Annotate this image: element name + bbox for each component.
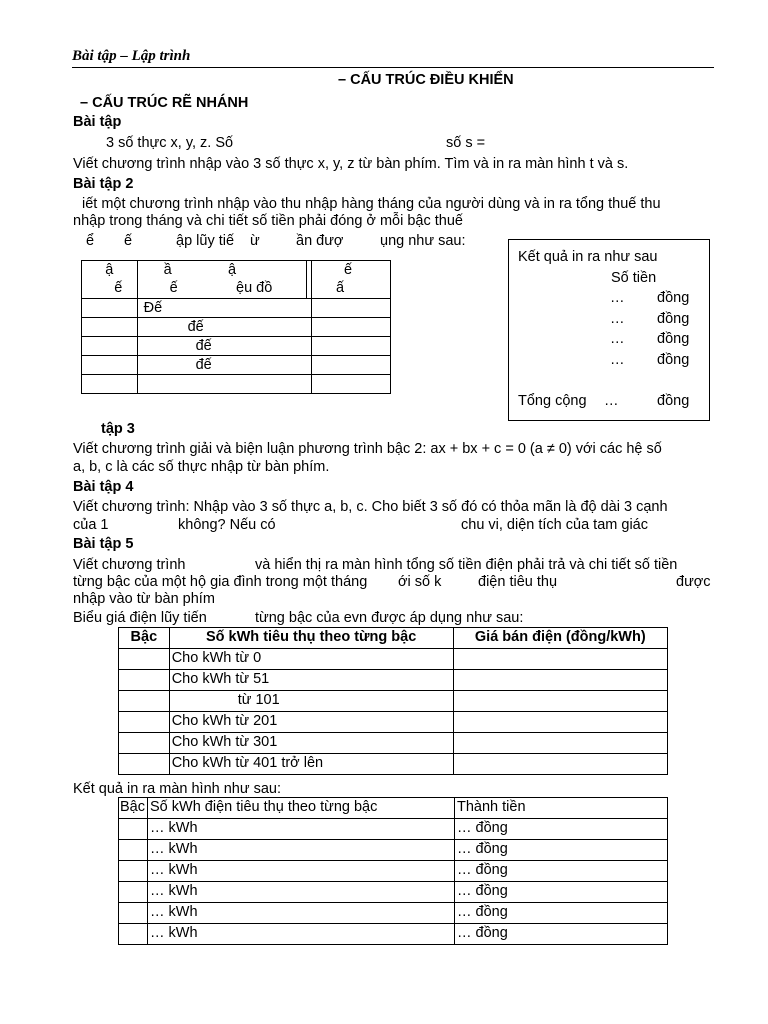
table-row: [82, 299, 391, 318]
table-cell: … kWh: [148, 819, 455, 840]
table-cell: Cho kWh từ 51: [169, 670, 453, 691]
exercise-2-fragment: ế: [124, 233, 133, 249]
table-cell: … đồng: [455, 819, 668, 840]
table-row: [119, 754, 668, 775]
exercise-5-text: và hiển thị ra màn hình tổng số tiền điện phải trả và chi tiết số tiền: [255, 557, 678, 573]
table-header-cell: ầ ế: [137, 261, 306, 299]
exercise-3-title: tập 3: [101, 421, 135, 437]
result-unit: đồng: [657, 331, 690, 347]
table-cell: Đế: [137, 299, 311, 318]
table-cell: … kWh: [148, 861, 455, 882]
table-cell: … đồng: [455, 861, 668, 882]
table-header-row: [119, 628, 668, 649]
table-cell: … kWh: [148, 840, 455, 861]
exercise-2-fragment: ể: [86, 233, 95, 249]
table-header-cell: Thành tiền: [455, 798, 668, 819]
table-row: [119, 670, 668, 691]
table-row: [119, 903, 668, 924]
exercise-1-title: Bài tập: [73, 114, 122, 130]
exercise-2-fragment: ập lũy tiế: [176, 233, 235, 249]
table-row: [119, 733, 668, 754]
exercise-5-text: được: [676, 574, 711, 590]
table-cell: Cho kWh từ 201: [169, 712, 453, 733]
table-cell: Cho kWh từ 401 trở lên: [169, 754, 453, 775]
result-column-label: Số tiền: [611, 270, 657, 286]
result-dots: …: [610, 290, 625, 306]
exercise-4-text: Viết chương trình: Nhập vào 3 số thực a, b, c. Cho biết 3 số đó có thỏa mãn là độ dài 3 cạnh: [73, 499, 668, 515]
table-row: [119, 861, 668, 882]
exercise-5-text: điện tiêu thụ: [478, 574, 558, 590]
table-cell: đế: [137, 318, 311, 337]
table-cell: … đồng: [455, 840, 668, 861]
result-total-label: Tổng cộng: [518, 393, 587, 409]
table-row: [82, 375, 391, 394]
exercise-4-text: chu vi, diện tích của tam giác: [461, 517, 648, 533]
exercise-2-fragment: ụng như sau:: [380, 233, 466, 249]
exercise-3-text: Viết chương trình giải và biện luận phương trình bậc 2: ax + bx + c = 0 (a ≠ 0) với các hệ số: [73, 441, 662, 457]
table-cell: đế: [137, 356, 311, 375]
table-cell: … kWh: [148, 903, 455, 924]
table-row: [119, 840, 668, 861]
table-header-cell: Bậc: [119, 798, 148, 819]
exercise-5-text: Viết chương trình: [73, 557, 186, 573]
page-header: Bài tập – Lập trình: [72, 48, 191, 64]
exercise-5-text: ới số k: [398, 574, 442, 590]
exercise-4-title: Bài tập 4: [73, 479, 134, 495]
table-row: [119, 924, 668, 945]
exercise-1-text: 3 số thực x, y, z. Số: [106, 135, 234, 151]
exercise-2-fragment: ần đượ: [296, 233, 344, 249]
result-total-unit: đồng: [657, 393, 690, 409]
header-rule: [72, 67, 714, 68]
exercise-5-title: Bài tập 5: [73, 536, 134, 552]
exercise-2-text: nhập trong tháng và chi tiết số tiền phải đóng ở mỗi bậc thuế: [73, 213, 463, 229]
exercise-5-text: từng bậc của một hộ gia đình trong một tháng: [73, 574, 368, 590]
result-dots: …: [610, 352, 625, 368]
result-table-title: Kết quả in ra màn hình như sau:: [73, 781, 282, 797]
table-header-cell: Giá bán điện (đồng/kWh): [453, 628, 667, 649]
exercise-3-text: a, b, c là các số thực nhập từ bàn phím.: [73, 459, 330, 475]
result-unit: đồng: [657, 311, 690, 327]
result-unit: đồng: [657, 352, 690, 368]
table-cell: … đồng: [455, 903, 668, 924]
exercise-1-text: Viết chương trình nhập vào 3 số thực x, y, z từ bàn phím. Tìm và in ra màn hình t và s.: [73, 156, 629, 172]
table-cell: … kWh: [148, 882, 455, 903]
table-cell: … đồng: [455, 924, 668, 945]
table-cell: Cho kWh từ 301: [169, 733, 453, 754]
table-header-fragment: ệu đồ: [236, 280, 273, 296]
exercise-5-text: Biểu giá điện lũy tiến: [73, 610, 207, 626]
table-header-row: [119, 798, 668, 819]
table-row: [82, 318, 391, 337]
result-dots: …: [610, 331, 625, 347]
table-row: [119, 691, 668, 712]
table-cell: Cho kWh từ 0: [169, 649, 453, 670]
table-row: [119, 712, 668, 733]
exercise-4-text: không? Nếu có: [178, 517, 276, 533]
table-cell: từ 101: [169, 691, 453, 712]
exercise-5-text: từng bậc của evn được áp dụng như sau:: [255, 610, 524, 626]
exercise-2-fragment: ừ: [250, 233, 260, 249]
table-row: [82, 337, 391, 356]
table-row: [119, 882, 668, 903]
table-header-fragment: ậ: [228, 262, 237, 278]
exercise-1-text: số s =: [446, 135, 486, 151]
table-header-cell: ế ấ: [312, 261, 391, 299]
table-row: [119, 649, 668, 670]
table-cell: đế: [137, 337, 311, 356]
section-title: – CẤU TRÚC RẼ NHÁNH: [80, 95, 249, 111]
table-row: [82, 356, 391, 375]
result-dots: …: [610, 311, 625, 327]
exercise-2-title: Bài tập 2: [73, 176, 134, 192]
exercise-5-text: nhập vào từ bàn phím: [73, 591, 215, 607]
table-header-cell: Bậc: [119, 628, 170, 649]
table-cell: … đồng: [455, 882, 668, 903]
exercise-4-text: của 1: [73, 517, 109, 533]
table-cell: … kWh: [148, 924, 455, 945]
price-table: [118, 627, 668, 775]
exercise-2-text: iết một chương trình nhập vào thu nhập hàng tháng của người dùng và in ra tổng thuế thu: [82, 196, 661, 212]
table-header-cell: Số kWh điện tiêu thụ theo từng bậc: [148, 798, 455, 819]
result-table: [118, 797, 668, 945]
chapter-title: – CẤU TRÚC ĐIỀU KHIỂN: [338, 72, 514, 88]
table-row: [119, 819, 668, 840]
result-title: Kết quả in ra như sau: [518, 249, 658, 265]
table-header-cell: Số kWh tiêu thụ theo từng bậc: [169, 628, 453, 649]
result-total-dots: …: [604, 393, 619, 409]
table-header-cell: ậ ế: [82, 261, 138, 299]
result-unit: đồng: [657, 290, 690, 306]
